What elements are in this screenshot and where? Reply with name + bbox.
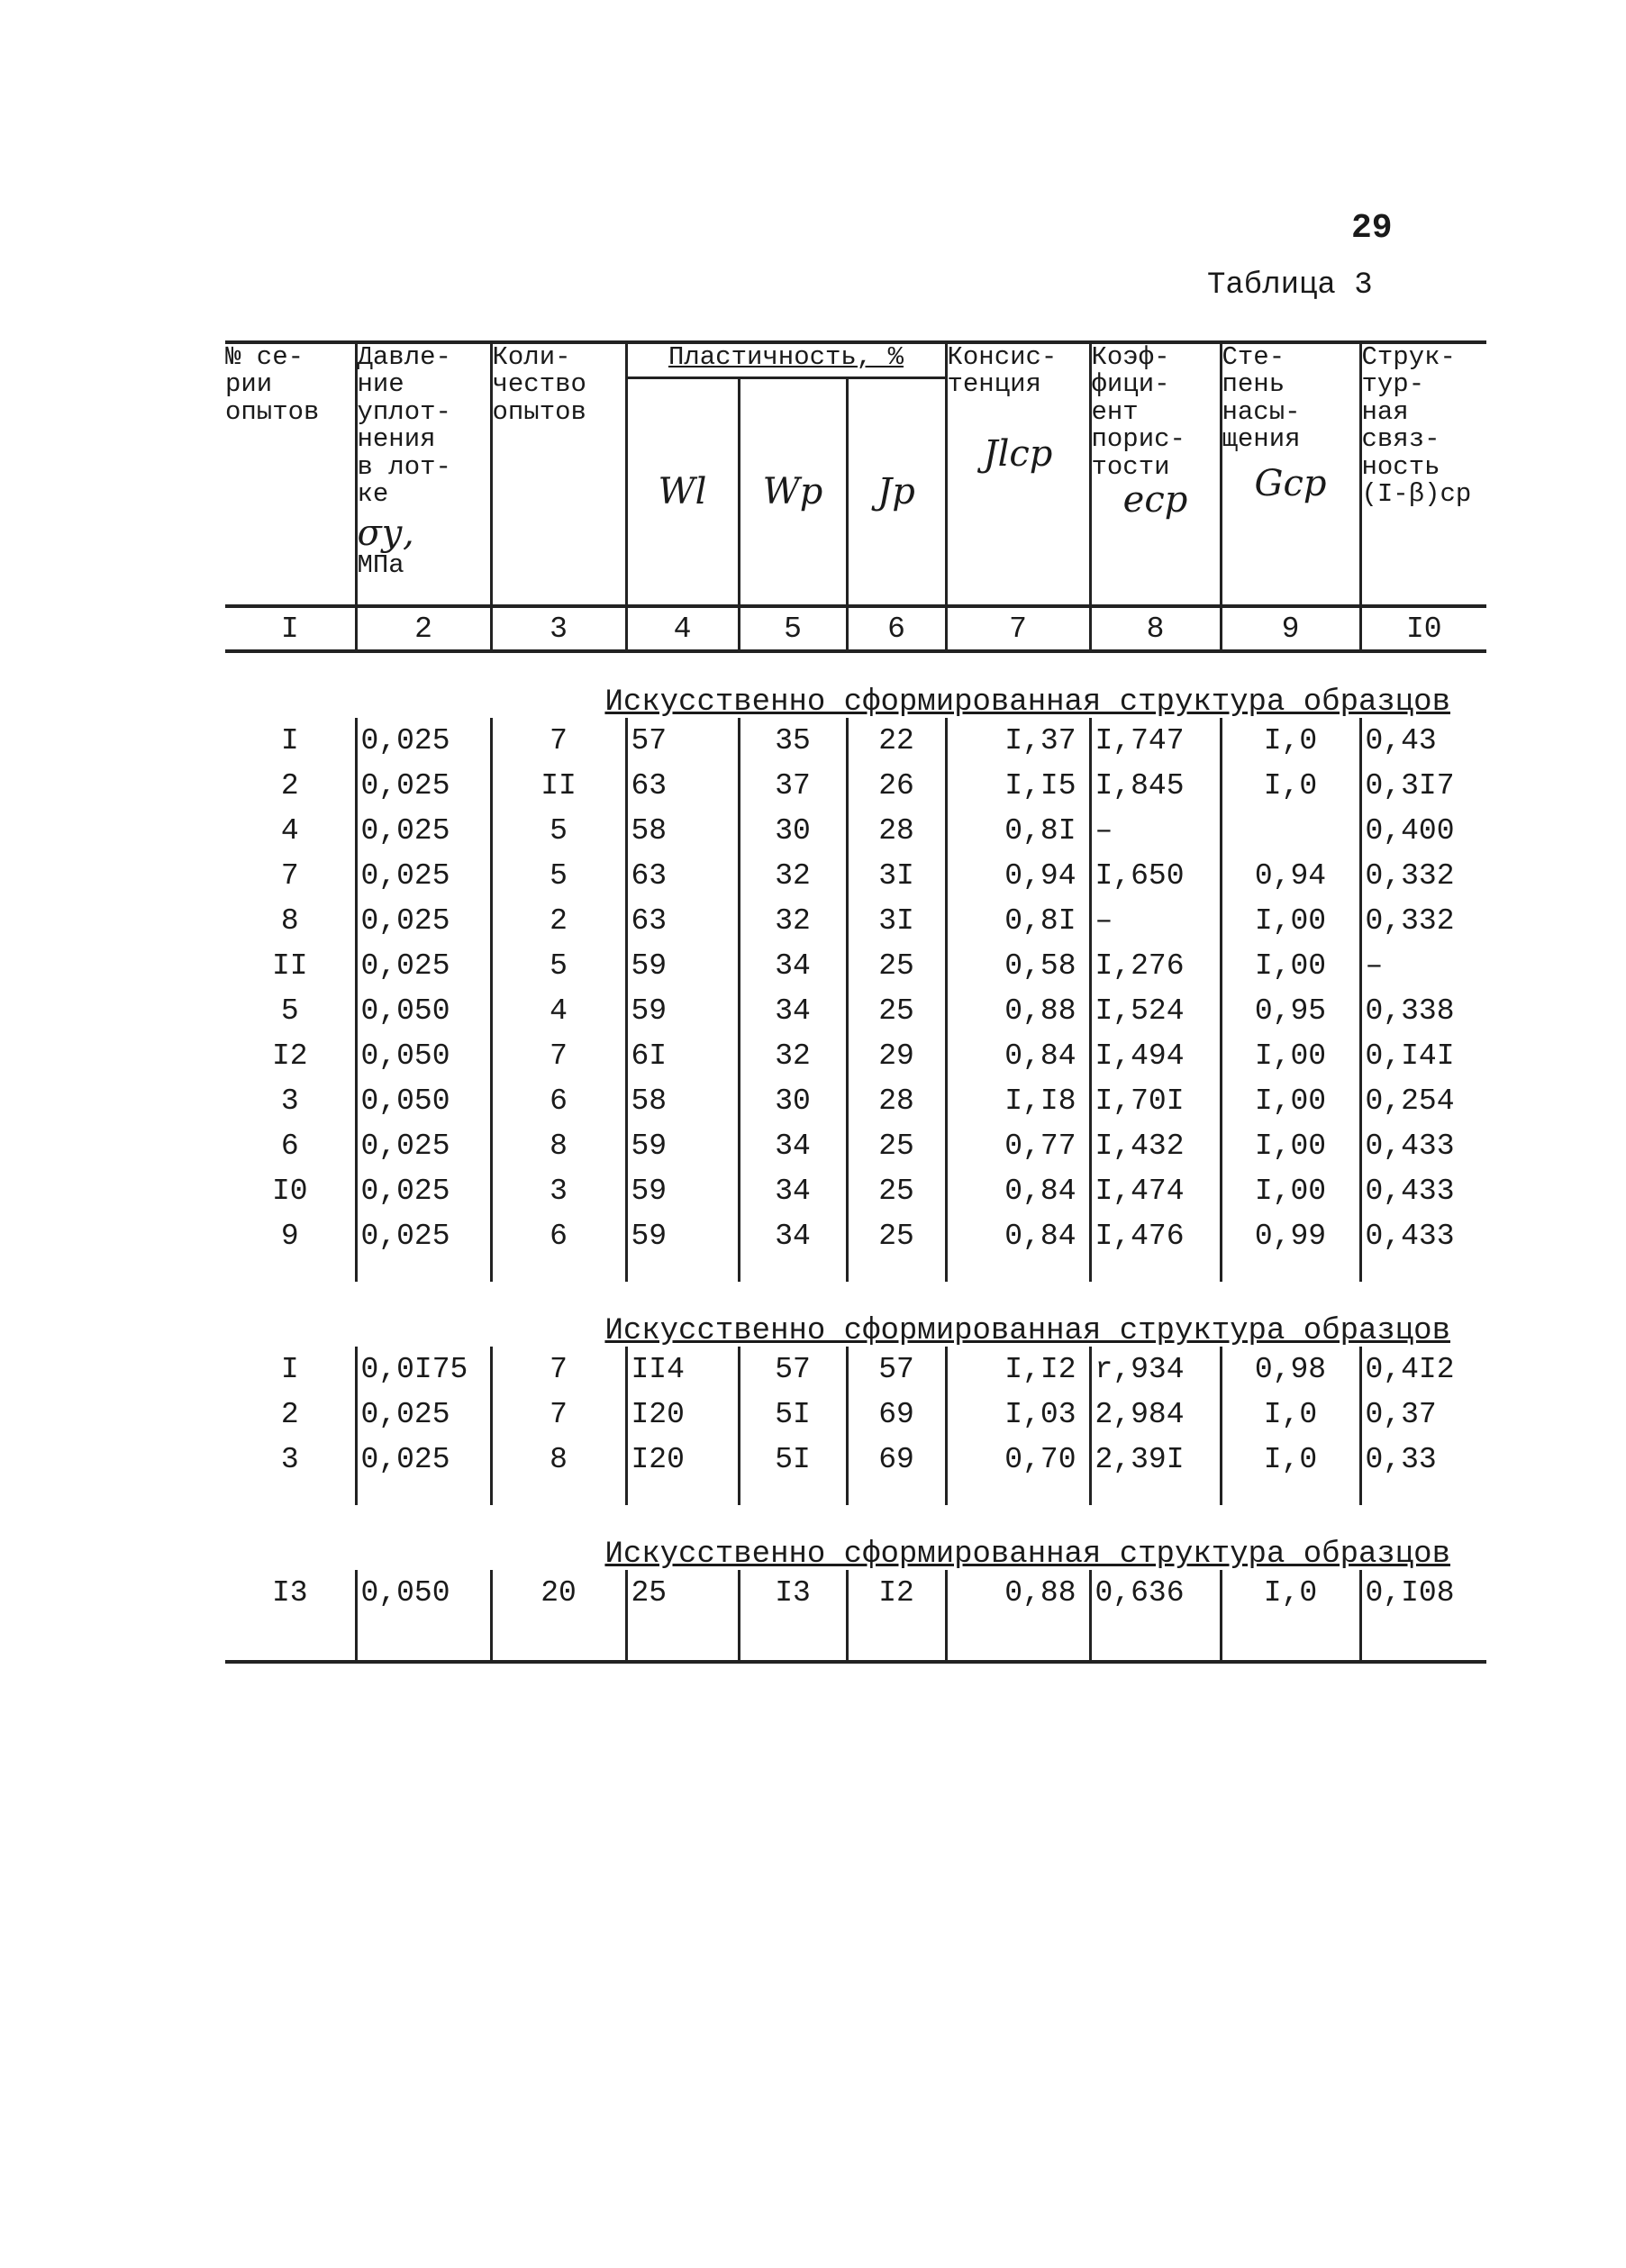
header-wl: Wl xyxy=(626,378,739,607)
table-cell: 0,I4I xyxy=(1360,1033,1486,1078)
page-number: 29 xyxy=(1351,209,1393,248)
table-cell: 0,332 xyxy=(1360,853,1486,898)
spacer-cell xyxy=(1221,1482,1360,1505)
table-row xyxy=(225,898,1486,943)
table-row xyxy=(225,1078,1486,1123)
header-pressure: Давле- ние уплот- нения в лот- ке σу, МПа xyxy=(356,342,491,606)
table-cell: 0,254 xyxy=(1360,1078,1486,1123)
table-cell: 0,025 xyxy=(356,853,491,898)
table-cell: 0,050 xyxy=(356,988,491,1033)
table-cell: 0,338 xyxy=(1360,988,1486,1033)
table-row xyxy=(225,853,1486,898)
table-cell: 30 xyxy=(739,1078,847,1123)
spacer-cell xyxy=(356,1482,491,1505)
table-cell: 59 xyxy=(626,988,739,1033)
spacer-row xyxy=(225,1482,1486,1505)
table-cell: 3 xyxy=(491,1168,626,1213)
table-cell: 0,58 xyxy=(946,943,1090,988)
header-saturation: Сте- пень насы- щения Gср xyxy=(1221,342,1360,606)
table-cell: 0,37 xyxy=(1360,1392,1486,1437)
table-cell: 58 xyxy=(626,1078,739,1123)
table-row xyxy=(225,943,1486,988)
table-cell: I xyxy=(280,723,299,758)
table-row xyxy=(225,1033,1486,1078)
section-title: Искусственно сформированная структура образцов xyxy=(604,1314,1450,1349)
table-cell: 5 xyxy=(491,808,626,853)
table-cell: 69 xyxy=(847,1392,946,1437)
table-cell: I,00 xyxy=(1221,1168,1360,1213)
spacer-cell xyxy=(847,1482,946,1505)
column-number: 3 xyxy=(491,606,626,651)
column-number: I xyxy=(225,606,356,651)
table-cell: 25 xyxy=(847,1168,946,1213)
spacer-cell xyxy=(739,1482,847,1505)
table-cell: 0,88 xyxy=(946,1570,1090,1615)
table-cell: 5 xyxy=(280,993,299,1028)
table-cell: I,00 xyxy=(1221,1078,1360,1123)
table-cell: I,432 xyxy=(1090,1123,1221,1168)
table-cell: 57 xyxy=(847,1347,946,1392)
table-cell: 8 xyxy=(491,1437,626,1482)
table-cell: 59 xyxy=(626,1168,739,1213)
table-cell: 0,025 xyxy=(356,1168,491,1213)
table-cell: I,0 xyxy=(1221,1570,1360,1615)
table-cell: I,747 xyxy=(1090,718,1221,763)
spacer-cell xyxy=(356,1258,491,1282)
header-saturation-symbol: Gср xyxy=(1254,462,1327,504)
table-row xyxy=(225,1570,1486,1615)
table-cell: 25 xyxy=(847,988,946,1033)
spacer-cell xyxy=(739,1615,847,1662)
table-cell: 6 xyxy=(491,1213,626,1258)
table-cell: I,00 xyxy=(1221,943,1360,988)
table-cell: 8 xyxy=(280,903,299,938)
table-cell: I2 xyxy=(847,1570,946,1615)
table-row xyxy=(225,1123,1486,1168)
table-cell: 0,400 xyxy=(1360,808,1486,853)
table-cell: 0,33 xyxy=(1360,1437,1486,1482)
table-cell: 7 xyxy=(280,858,299,893)
table-cell: I,37 xyxy=(946,718,1090,763)
table-cell: 5 xyxy=(491,943,626,988)
table-cell: 0,025 xyxy=(356,763,491,808)
table-cell: 32 xyxy=(739,898,847,943)
column-number: I0 xyxy=(1360,606,1486,651)
table-cell: 3 xyxy=(280,1442,299,1476)
table-cell: I,I5 xyxy=(946,763,1090,808)
section-title-row xyxy=(225,651,1486,718)
table-cell: 59 xyxy=(626,1123,739,1168)
table-cell: 0,050 xyxy=(356,1570,491,1615)
table-cell: 29 xyxy=(847,1033,946,1078)
column-number-row xyxy=(225,606,1486,651)
spacer-cell xyxy=(225,1615,356,1662)
table-row xyxy=(225,1392,1486,1437)
table-cell: 26 xyxy=(847,763,946,808)
table-cell: 0,025 xyxy=(356,1437,491,1482)
section-title: Искусственно сформированная структура образцов xyxy=(604,1538,1450,1573)
header-structural-cohesion: Струк- тур- ная связ- ность (I-β)ср xyxy=(1360,342,1486,606)
table-cell: I,474 xyxy=(1090,1168,1221,1213)
table-cell: I,845 xyxy=(1090,763,1221,808)
table-cell: I2 xyxy=(271,1039,308,1073)
table-cell: 3I xyxy=(847,853,946,898)
table-cell: I xyxy=(280,1352,299,1386)
table-cell: 58 xyxy=(626,808,739,853)
spacer-cell xyxy=(491,1615,626,1662)
table-cell: 0,433 xyxy=(1360,1213,1486,1258)
table-cell: 22 xyxy=(847,718,946,763)
header-plasticity: Пластичность, % xyxy=(626,342,946,378)
table-cell: 0,025 xyxy=(356,1392,491,1437)
table-cell: 7 xyxy=(491,718,626,763)
table-cell: 34 xyxy=(739,1168,847,1213)
column-number: 9 xyxy=(1221,606,1360,651)
table-cell: I,494 xyxy=(1090,1033,1221,1078)
table-cell: I3 xyxy=(271,1575,308,1610)
column-number: 4 xyxy=(626,606,739,651)
spacer-cell xyxy=(1090,1258,1221,1282)
table-cell: 6 xyxy=(280,1129,299,1163)
spacer-cell xyxy=(1221,1258,1360,1282)
table-cell: 59 xyxy=(626,943,739,988)
table-cell: 3 xyxy=(280,1084,299,1118)
table-cell: 7 xyxy=(491,1347,626,1392)
table-cell: 0,025 xyxy=(356,1123,491,1168)
column-number: 7 xyxy=(946,606,1090,651)
table-cell: I,476 xyxy=(1090,1213,1221,1258)
header-pressure-unit: МПа xyxy=(357,549,404,580)
table-cell: 2,39I xyxy=(1090,1437,1221,1482)
table-cell: 6I xyxy=(626,1033,739,1078)
table-cell: 0,4I2 xyxy=(1360,1347,1486,1392)
table-cell: I,0 xyxy=(1221,1437,1360,1482)
header-consistency-symbol: Jlср xyxy=(983,432,1053,475)
table-cell: 25 xyxy=(847,1123,946,1168)
table-cell: I,524 xyxy=(1090,988,1221,1033)
table-cell: 0,I08 xyxy=(1360,1570,1486,1615)
header-pressure-symbol: σу, xyxy=(357,512,414,554)
table-cell: II4 xyxy=(626,1347,739,1392)
table-cell: 0,636 xyxy=(1090,1570,1221,1615)
spacer-cell xyxy=(946,1482,1090,1505)
table-cell: 0,94 xyxy=(946,853,1090,898)
table-cell: I,0 xyxy=(1221,718,1360,763)
table-row xyxy=(225,1347,1486,1392)
table-cell: 0,8I xyxy=(946,898,1090,943)
table-cell: 34 xyxy=(739,1123,847,1168)
spacer-cell xyxy=(626,1615,739,1662)
section-title-row xyxy=(225,1282,1486,1347)
table-cell: 30 xyxy=(739,808,847,853)
table-cell: 32 xyxy=(739,1033,847,1078)
table-cell: r,934 xyxy=(1090,1347,1221,1392)
table-cell: 0,99 xyxy=(1221,1213,1360,1258)
header-porosity-symbol: eср xyxy=(1122,479,1188,522)
spacer-cell xyxy=(626,1482,739,1505)
table-cell: 4 xyxy=(280,813,299,848)
table-cell: 2,984 xyxy=(1090,1392,1221,1437)
spacer-cell xyxy=(1221,1615,1360,1662)
table-cell: 69 xyxy=(847,1437,946,1482)
table-cell: 0,025 xyxy=(356,718,491,763)
table-cell: 0,94 xyxy=(1221,853,1360,898)
table-cell: I,I8 xyxy=(946,1078,1090,1123)
spacer-cell xyxy=(847,1258,946,1282)
table-cell: 0,88 xyxy=(946,988,1090,1033)
spacer-cell xyxy=(1090,1615,1221,1662)
table-cell: 5 xyxy=(491,853,626,898)
table-cell: 25 xyxy=(847,1213,946,1258)
table-row xyxy=(225,1213,1486,1258)
table-cell: – xyxy=(1090,808,1221,853)
table-cell: – xyxy=(1090,898,1221,943)
table-row xyxy=(225,718,1486,763)
table-cell: 0,98 xyxy=(1221,1347,1360,1392)
table-cell: 7 xyxy=(491,1392,626,1437)
table-cell: I3 xyxy=(739,1570,847,1615)
table-cell: 0,70 xyxy=(946,1437,1090,1482)
spacer-cell xyxy=(1090,1482,1221,1505)
table-cell: 0,43 xyxy=(1360,718,1486,763)
table-cell: 2 xyxy=(491,898,626,943)
header-jp: Jp xyxy=(847,378,946,607)
table-cell: 0,025 xyxy=(356,1213,491,1258)
spacer-cell xyxy=(847,1615,946,1662)
table-cell: 57 xyxy=(626,718,739,763)
table-cell: 35 xyxy=(739,718,847,763)
table-cell: II xyxy=(271,948,308,983)
table-cell: I20 xyxy=(626,1392,739,1437)
section-title-row xyxy=(225,1505,1486,1570)
table-cell: 63 xyxy=(626,853,739,898)
table-row xyxy=(225,763,1486,808)
table-cell: I,00 xyxy=(1221,1033,1360,1078)
table-cell: I,70I xyxy=(1090,1078,1221,1123)
table-cell: 57 xyxy=(739,1347,847,1392)
data-table xyxy=(225,340,1486,1664)
table-cell: 34 xyxy=(739,988,847,1033)
table-cell: 0,3I7 xyxy=(1360,763,1486,808)
header-wp: Wp xyxy=(739,378,847,607)
table-cell: 8 xyxy=(491,1123,626,1168)
table-cell: I,0 xyxy=(1221,1392,1360,1437)
table-row xyxy=(225,808,1486,853)
table-cell: 0,050 xyxy=(356,1033,491,1078)
spacer-row xyxy=(225,1258,1486,1282)
table-cell: 0,433 xyxy=(1360,1168,1486,1213)
header-porosity: Коэф- фици- ент порис- тости eср xyxy=(1090,342,1221,606)
table-cell: 59 xyxy=(626,1213,739,1258)
table-cell: 0,95 xyxy=(1221,988,1360,1033)
table-cell: I20 xyxy=(626,1437,739,1482)
table-cell: I,00 xyxy=(1221,898,1360,943)
spacer-cell xyxy=(1360,1258,1486,1282)
table-cell: 32 xyxy=(739,853,847,898)
table-cell: 34 xyxy=(739,1213,847,1258)
spacer-cell xyxy=(946,1615,1090,1662)
header-consistency: Консис- тенция Jlср xyxy=(946,342,1090,606)
table-cell: 0,8I xyxy=(946,808,1090,853)
table-row xyxy=(225,1437,1486,1482)
table-cell: 5I xyxy=(739,1437,847,1482)
column-number: 8 xyxy=(1090,606,1221,651)
table-cell: 6 xyxy=(491,1078,626,1123)
table-cell: 28 xyxy=(847,1078,946,1123)
table-cell: 0,025 xyxy=(356,808,491,853)
table-cell: 0,84 xyxy=(946,1033,1090,1078)
column-number: 6 xyxy=(847,606,946,651)
table-cell: 37 xyxy=(739,763,847,808)
table-cell: 9 xyxy=(280,1219,299,1253)
table-cell: 0,84 xyxy=(946,1168,1090,1213)
table-cell: I,00 xyxy=(1221,1123,1360,1168)
header-test-count: Коли- чество опытов xyxy=(491,342,626,606)
table-cell: 2 xyxy=(280,768,299,803)
table-cell: I0 xyxy=(271,1174,308,1208)
table-cell: II xyxy=(491,763,626,808)
spacer-cell xyxy=(225,1482,356,1505)
table-cell: I,650 xyxy=(1090,853,1221,898)
table-cell: 0,77 xyxy=(946,1123,1090,1168)
table-cell xyxy=(1221,808,1360,853)
table-cell: – xyxy=(1360,943,1486,988)
table-cell: I,I2 xyxy=(946,1347,1090,1392)
column-number: 2 xyxy=(356,606,491,651)
table-row xyxy=(225,988,1486,1033)
table-row xyxy=(225,1168,1486,1213)
table-cell: 5I xyxy=(739,1392,847,1437)
spacer-cell xyxy=(626,1258,739,1282)
table-caption: Таблица 3 xyxy=(1207,268,1373,303)
table-cell: 63 xyxy=(626,898,739,943)
table-cell: 7 xyxy=(491,1033,626,1078)
table-cell: 0,0I75 xyxy=(356,1347,491,1392)
table-cell: 0,433 xyxy=(1360,1123,1486,1168)
table-cell: 0,84 xyxy=(946,1213,1090,1258)
spacer-cell xyxy=(1360,1615,1486,1662)
section-title: Искусственно сформированная структура образцов xyxy=(604,685,1450,721)
table-cell: 3I xyxy=(847,898,946,943)
spacer-cell xyxy=(491,1258,626,1282)
table-cell: 0,050 xyxy=(356,1078,491,1123)
table-cell: I,276 xyxy=(1090,943,1221,988)
table-cell: I,03 xyxy=(946,1392,1090,1437)
spacer-row xyxy=(225,1615,1486,1662)
spacer-cell xyxy=(356,1615,491,1662)
table-cell: 2 xyxy=(280,1397,299,1431)
spacer-cell xyxy=(739,1258,847,1282)
table-cell: 20 xyxy=(491,1570,626,1615)
table-cell: 25 xyxy=(626,1570,739,1615)
spacer-cell xyxy=(946,1258,1090,1282)
column-number: 5 xyxy=(739,606,847,651)
table-cell: 25 xyxy=(847,943,946,988)
table-cell: 4 xyxy=(491,988,626,1033)
spacer-cell xyxy=(491,1482,626,1505)
table-cell: 0,332 xyxy=(1360,898,1486,943)
spacer-cell xyxy=(1360,1482,1486,1505)
table-cell: 0,025 xyxy=(356,898,491,943)
spacer-cell xyxy=(225,1258,356,1282)
table-cell: I,0 xyxy=(1221,763,1360,808)
table-cell: 63 xyxy=(626,763,739,808)
table-body xyxy=(225,651,1486,1662)
header-series-number: № се- рии опытов xyxy=(225,342,356,606)
table-cell: 28 xyxy=(847,808,946,853)
table-cell: 0,025 xyxy=(356,943,491,988)
table-cell: 34 xyxy=(739,943,847,988)
